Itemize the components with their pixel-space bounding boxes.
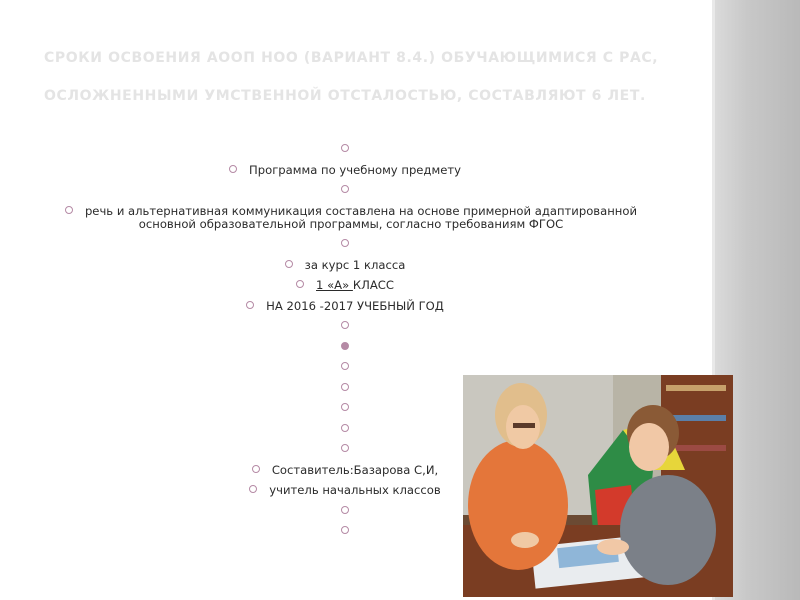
- bullet-icon: [296, 280, 304, 288]
- photo-shelf-books: [666, 385, 726, 391]
- course-text: за курс 1 класса: [304, 257, 406, 272]
- bullet-class: [40, 279, 650, 292]
- bullet-empty: [40, 238, 650, 251]
- photo-teacher-sweater: [468, 440, 568, 570]
- bullet-program: [40, 164, 650, 177]
- photo-teacher-glasses: [513, 423, 535, 428]
- bullet-year: [40, 300, 650, 313]
- bullet-icon: [341, 144, 349, 152]
- photo-child-hand: [597, 539, 629, 555]
- bullet-icon: [252, 465, 260, 473]
- bullet-empty: [40, 361, 650, 374]
- bullet-icon: [285, 260, 293, 268]
- teacher-and-child-photo: [463, 375, 733, 597]
- bullet-icon: [341, 424, 349, 432]
- bullet-icon: [341, 362, 349, 370]
- bullet-icon: [229, 165, 237, 173]
- program-text: Программа по учебному предмету: [249, 162, 461, 177]
- bullet-icon: [341, 444, 349, 452]
- title-line-2: ОСЛОЖНЕННЫМИ УМСТВЕННОЙ ОТСТАЛОСТЬЮ, СОСТАВЛЯЮТ 6 ЛЕТ.: [44, 88, 646, 104]
- title-line-1: СРОКИ ОСВОЕНИЯ АООП НОО (ВАРИАНТ 8.4.) ОБУЧАЮЩИМИСЯ С РАС,: [44, 50, 659, 66]
- author-text: Составитель:Базарова С,И,: [271, 462, 439, 477]
- bullet-empty: [40, 143, 650, 156]
- bullet-icon: [246, 301, 254, 309]
- bullet-icon: [341, 321, 349, 329]
- bullet-icon: [341, 526, 349, 534]
- photo-child-face: [629, 423, 669, 471]
- photo-teacher-hand: [511, 532, 539, 548]
- year-text: НА 2016 -2017 УЧЕБНЫЙ ГОД: [266, 298, 444, 313]
- bullet-empty: [40, 320, 650, 333]
- bullet-empty-active: [40, 341, 650, 354]
- bullet-icon: [341, 239, 349, 247]
- bullet-icon: [341, 506, 349, 514]
- bullet-icon: [249, 485, 257, 493]
- photo-child-sweater: [620, 475, 716, 585]
- slide-title: [44, 48, 704, 107]
- subject-text: речь и альтернативная коммуникация составлена на основе примерной адаптированной основной образовательной программы, согласно требованиям ФГОС: [84, 203, 638, 231]
- bullet-icon: [341, 342, 349, 350]
- bullet-icon: [341, 185, 349, 193]
- bullet-icon: [341, 403, 349, 411]
- bullet-subject: [40, 205, 650, 231]
- class-text: КЛАСС: [352, 278, 394, 292]
- bullet-icon: [65, 206, 73, 214]
- bullet-empty: [40, 184, 650, 197]
- photo-illustration: [463, 375, 733, 597]
- role-text: учитель начальных классов: [269, 483, 441, 497]
- bullet-course: [40, 259, 650, 272]
- bullet-icon: [341, 383, 349, 391]
- class-text-underlined: 1 «А»: [316, 278, 353, 292]
